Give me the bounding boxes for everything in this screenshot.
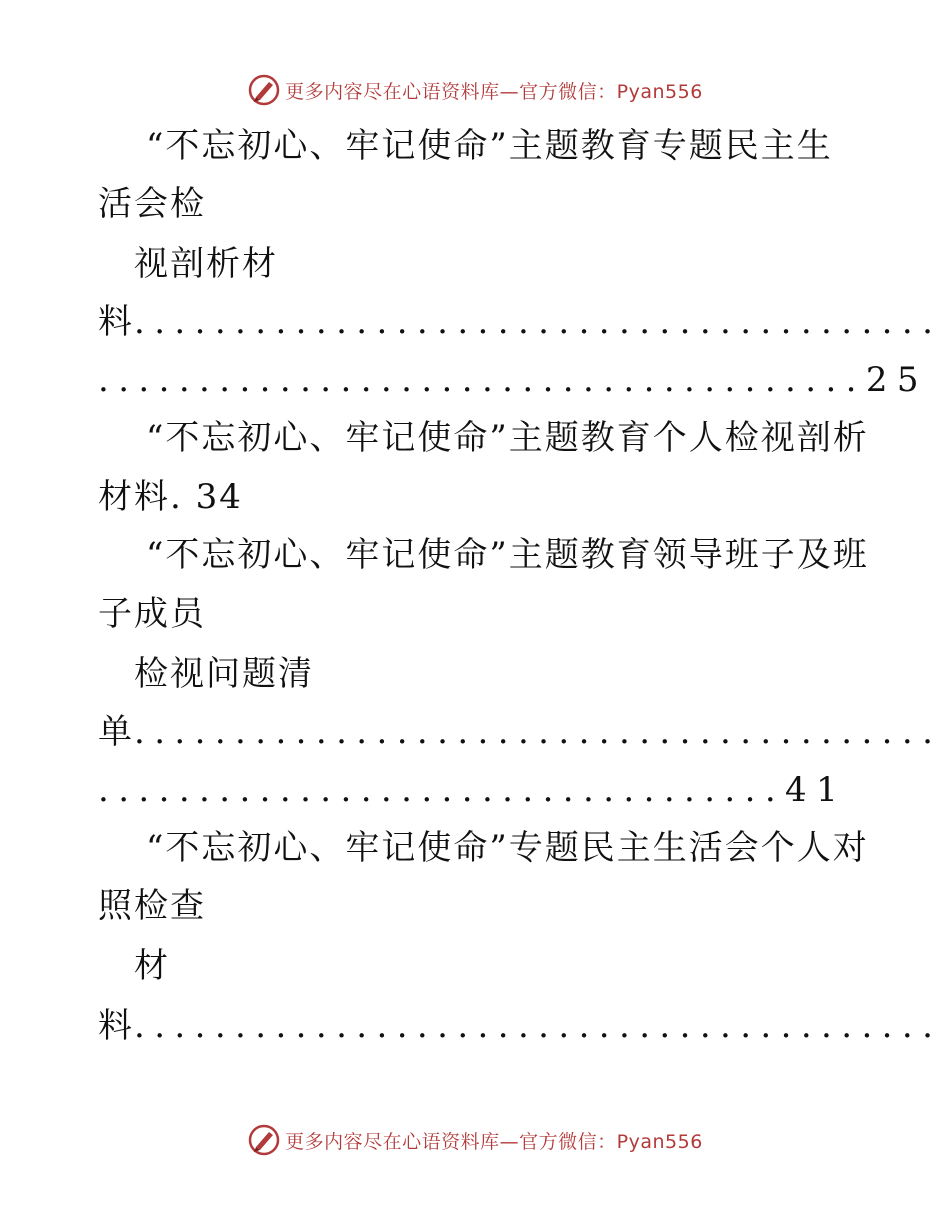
toc-entry-2-title: “不忘初心、牢记使命”主题教育个人检视剖析 bbox=[146, 418, 869, 458]
toc-entry-3-title-cont2: 检视问题清 bbox=[134, 654, 314, 694]
toc-entry-3-title: “不忘初心、牢记使命”主题教育领导班子及班 bbox=[146, 535, 869, 575]
toc-entry-4-title: “不忘初心、牢记使命”专题民主生活会个人对 bbox=[146, 828, 869, 868]
toc-entry-1-page bbox=[98, 360, 928, 400]
dot-leader: ........................................ bbox=[134, 1006, 943, 1046]
header-banner bbox=[0, 70, 950, 110]
toc-entry-2-page: 材料. 34 bbox=[98, 477, 243, 517]
toc-entry-4-leader bbox=[98, 1006, 942, 1046]
toc-entry-1-title-end: 料 bbox=[98, 302, 134, 342]
dot-leader-page-41: ..................................41 bbox=[98, 770, 848, 810]
toc-entry-3-leader bbox=[98, 712, 942, 752]
header-banner-text: 更多内容尽在心语资料库—官方微信：Pyan556 bbox=[285, 80, 703, 103]
toc-entry-1-title-cont2: 视剖析材 bbox=[134, 244, 278, 284]
footer-banner-text: 更多内容尽在心语资料库—官方微信：Pyan556 bbox=[285, 1130, 703, 1153]
footer-banner bbox=[0, 1120, 950, 1160]
toc-entry-1-title: “不忘初心、牢记使命”主题教育专题民主生 bbox=[146, 126, 833, 166]
pen-logo-icon bbox=[247, 73, 281, 107]
toc-entry-3-page bbox=[98, 770, 847, 810]
toc-entry-1-leader bbox=[98, 302, 942, 342]
toc-entry-4-title-end: 料 bbox=[98, 1006, 134, 1046]
toc-entry-3-title-end: 单 bbox=[98, 712, 134, 752]
dot-leader-page-25: ......................................25 bbox=[98, 360, 928, 400]
toc-entry-4-title-cont2: 材 bbox=[134, 946, 170, 986]
toc-entry-4-title-cont: 照检查 bbox=[98, 886, 206, 926]
toc-entry-3-title-cont: 子成员 bbox=[98, 594, 206, 634]
toc-entry-1-title-cont: 活会检 bbox=[98, 184, 206, 224]
pen-logo-icon bbox=[247, 1123, 281, 1157]
dot-leader: ........................................ bbox=[134, 712, 943, 752]
dot-leader: ........................................ bbox=[134, 302, 943, 342]
